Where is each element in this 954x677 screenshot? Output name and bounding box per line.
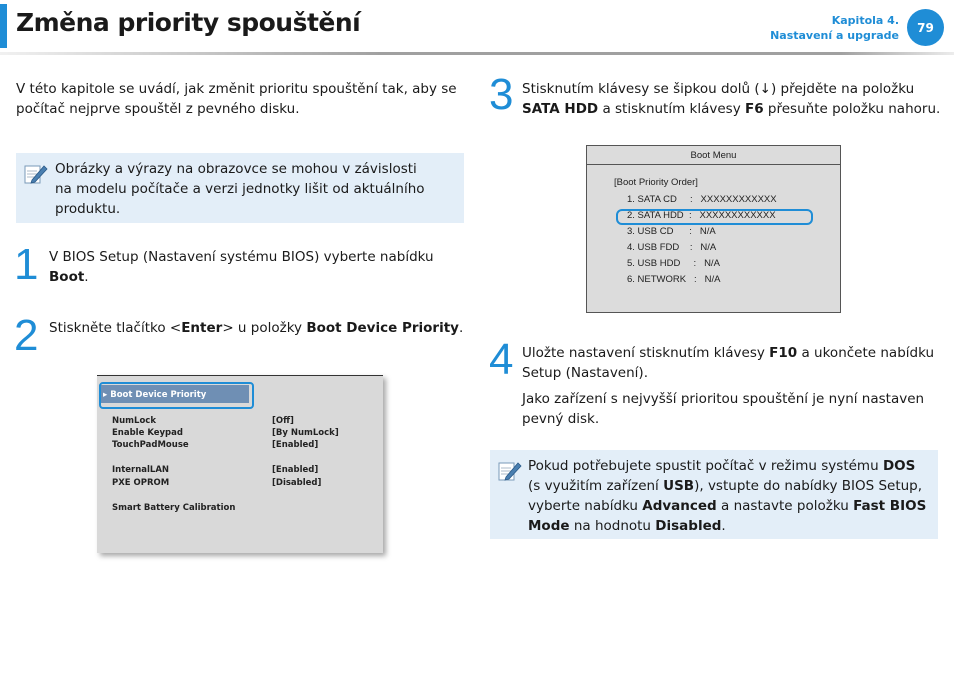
intro-line: počítač nejprve spouštěl z pevného disku. [16, 101, 300, 117]
step-line [522, 343, 934, 363]
note-text [528, 456, 926, 536]
step-line [522, 99, 940, 119]
note-box [16, 153, 464, 223]
header-accent-bar [0, 4, 7, 48]
boot-item: 1. SATA CD : XXXXXXXXXXXX [627, 194, 777, 205]
bold-term: Advanced [642, 498, 717, 514]
intro-line: V této kapitole se uvádí, jak změnit prioritu spouštění tak, aby se [16, 81, 457, 97]
bold-term: Boot [49, 269, 85, 285]
page-title: Změna priority spouštění [16, 8, 361, 37]
boot-item: 4. USB FDD : N/A [627, 242, 717, 253]
bios-value: [Enabled] [272, 465, 319, 475]
bold-term: Enter [181, 320, 223, 336]
step3-text [522, 79, 940, 119]
punct: . [458, 320, 464, 336]
text-span: a nastavte položku [716, 498, 854, 514]
bold-term: Fast BIOS [853, 498, 927, 514]
bold-term: Disabled [655, 518, 722, 534]
note-line [528, 496, 926, 516]
boot-priority-group: [Boot Priority Order] [614, 177, 698, 188]
chapter-label: Kapitola 4. [831, 14, 899, 27]
step-line: pevný disk. [522, 411, 600, 427]
punct: . [721, 518, 726, 534]
bold-term: USB [663, 478, 695, 494]
bios-label: TouchPadMouse [112, 440, 189, 450]
pencil-note-icon [496, 458, 522, 484]
text-span: ), vstupte do nabídky BIOS Setup, [694, 478, 923, 494]
note-text [55, 159, 425, 219]
bold-term: Boot Device Priority [306, 320, 459, 336]
step-number: 1 [14, 240, 39, 289]
step-line [49, 267, 434, 287]
boot-item: 3. USB CD : N/A [627, 226, 716, 237]
bold-term: F6 [745, 101, 764, 117]
text-span: (s využitím zařízení [528, 478, 664, 494]
page-number-badge: 79 [907, 9, 944, 46]
text-span: a stisknutím klávesy [598, 101, 745, 117]
chapter-info [770, 13, 899, 43]
intro-paragraph [16, 79, 457, 119]
text-span: přesuňte položku nahoru. [763, 101, 941, 117]
punct: . [84, 269, 89, 285]
note-line: Obrázky a výrazy na obrazovce se mohou v závislosti [55, 161, 417, 177]
note-line [528, 476, 926, 496]
text-span: na hodnotu [569, 518, 656, 534]
note-box [490, 450, 938, 539]
section-label: Nastavení a upgrade [770, 29, 899, 42]
text-span: Uložte nastavení stisknutím klávesy [522, 345, 770, 361]
boot-menu-screenshot [586, 145, 841, 313]
step2-text [49, 318, 463, 338]
step-line: Setup (Nastavení). [522, 365, 648, 381]
bios-value: [By NumLock] [272, 428, 339, 438]
step1-text [49, 247, 434, 287]
step4-text [522, 343, 934, 383]
bios-label: InternalLAN [112, 465, 170, 475]
bold-term: Mode [528, 518, 570, 534]
text-span: a ukončete nabídku [797, 345, 935, 361]
note-line: na modelu počítače a verzi jednotky lišit od aktuálního [55, 181, 425, 197]
step-number: 4 [489, 335, 514, 384]
text-span: Stiskněte tlačítko < [49, 320, 182, 336]
step-number: 2 [14, 311, 39, 360]
boot-item: 5. USB HDD : N/A [627, 258, 720, 269]
highlight-frame-boot-device [99, 382, 254, 409]
note-line [528, 516, 926, 536]
bios-label: Enable Keypad [112, 428, 183, 438]
bold-term: SATA HDD [522, 101, 599, 117]
bios-label: Smart Battery Calibration [112, 503, 236, 513]
note-line: produktu. [55, 201, 121, 217]
highlight-frame-sata-hdd [616, 209, 813, 225]
text-span: > u položky [222, 320, 307, 336]
pencil-note-icon [22, 161, 48, 187]
bold-term: DOS [882, 458, 916, 474]
text-span: vyberte nabídku [528, 498, 643, 514]
boot-item: 2. SATA HDD : XXXXXXXXXXXX [627, 210, 776, 221]
bios-selected-item-label: ▸ Boot Device Priority [103, 390, 207, 400]
step-line: Jako zařízení s nejvyšší prioritou spouštění je nyní nastaven [522, 391, 925, 407]
bold-term: F10 [769, 345, 798, 361]
step-line: Stisknutím klávesy se šipkou dolů (↓) přejděte na položku [522, 81, 915, 97]
note-line [528, 456, 926, 476]
bios-value: [Enabled] [272, 440, 319, 450]
header-divider [0, 52, 954, 55]
boot-menu-title: Boot Menu [587, 146, 840, 165]
bios-value: [Disabled] [272, 478, 322, 488]
bios-label: PXE OPROM [112, 478, 170, 488]
step4-result [522, 389, 924, 429]
text-span: Pokud potřebujete spustit počítač v režimu systému [528, 458, 883, 474]
boot-item: 6. NETWORK : N/A [627, 274, 721, 285]
bios-label: NumLock [112, 416, 156, 426]
step-number: 3 [489, 70, 514, 119]
bios-value: [Off] [272, 416, 294, 426]
step-line: V BIOS Setup (Nastavení systému BIOS) vyberte nabídku [49, 249, 434, 265]
